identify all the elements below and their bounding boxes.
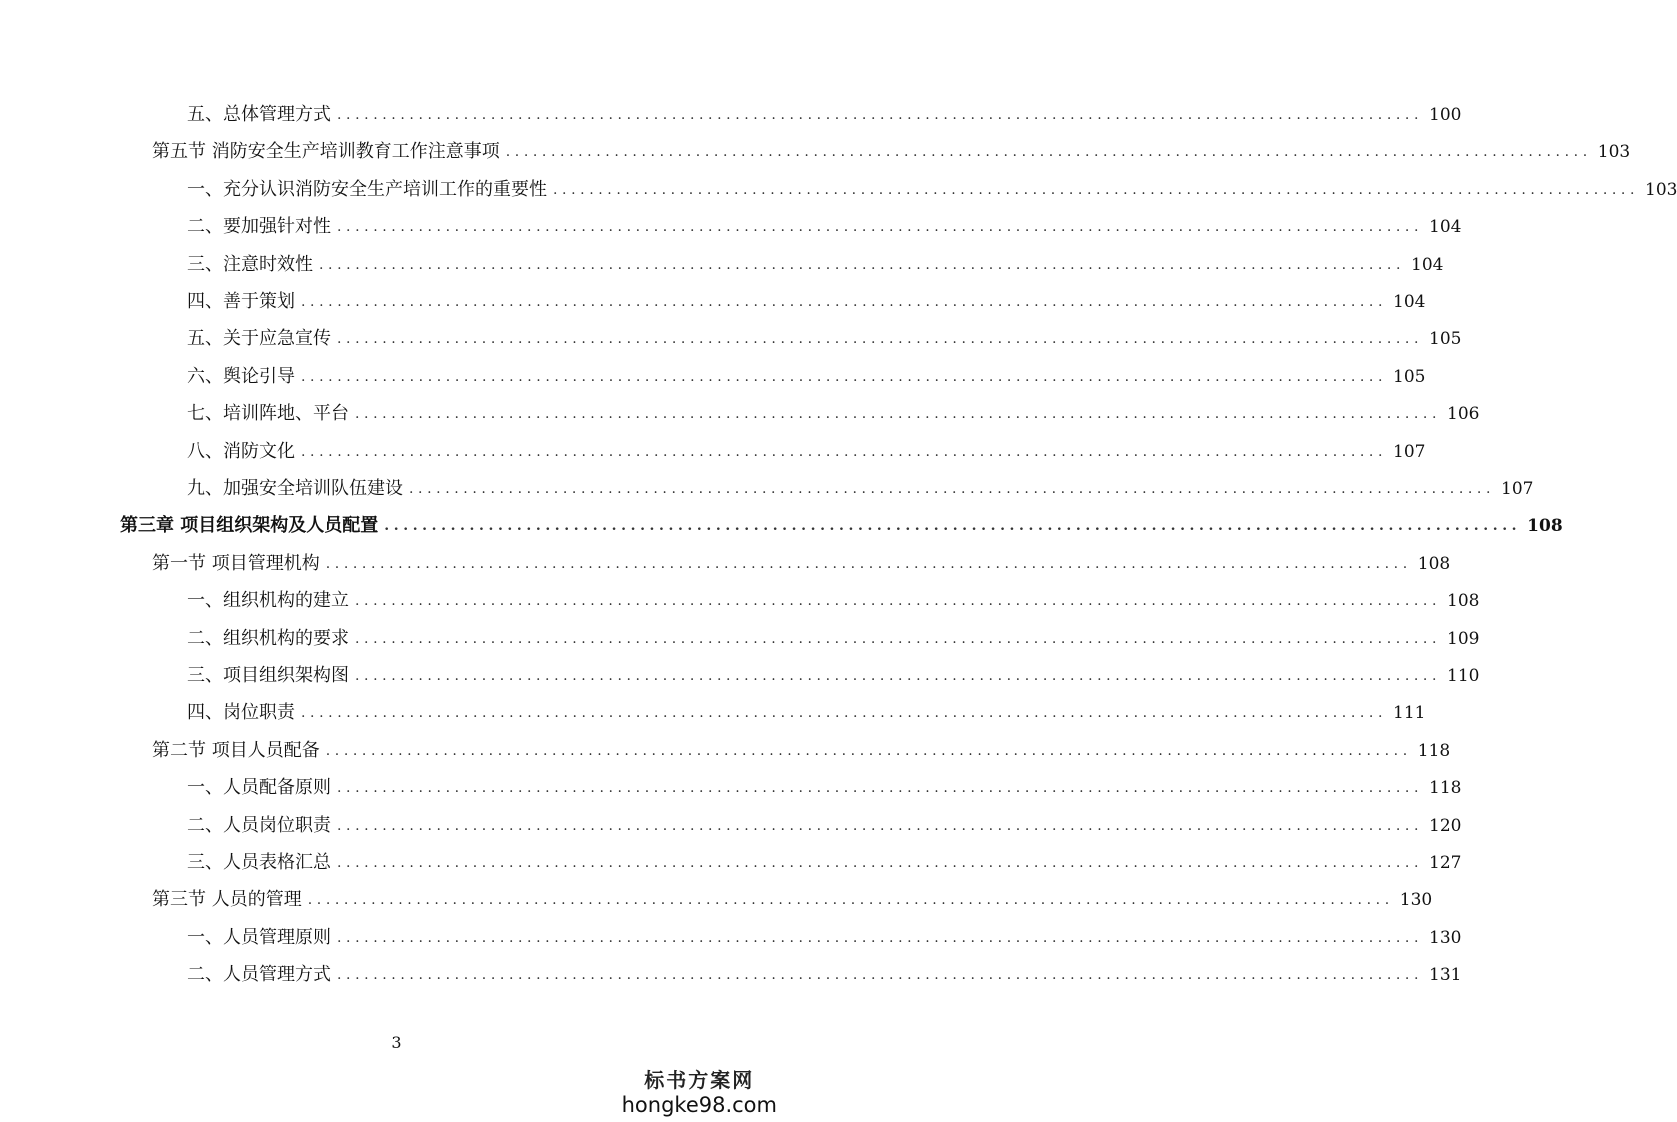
toc-entry-title: 一、人员管理原则	[187, 926, 331, 948]
toc-entry[interactable]	[152, 736, 1451, 766]
dot-leader: ........................................................................................................................	[337, 331, 1424, 348]
watermark-url: hongke98.com	[621, 1093, 777, 1117]
toc-entry[interactable]	[152, 549, 1451, 579]
toc-entry[interactable]	[187, 586, 1480, 616]
dot-leader: ........................................................................................................................	[337, 817, 1424, 834]
toc-entry-title: 二、组织机构的要求	[187, 627, 349, 649]
toc-entry-page: 118	[1417, 740, 1451, 761]
toc-entry[interactable]	[187, 175, 1677, 205]
toc-entry-page: 130	[1399, 890, 1433, 911]
toc-entry-page: 104	[1411, 254, 1444, 275]
dot-leader: ........................................................................................................................	[355, 668, 1442, 684]
toc-entry[interactable]	[187, 773, 1462, 803]
dot-leader: ........................................................................................................................	[505, 144, 1592, 161]
toc-entry-page: 104	[1429, 217, 1462, 238]
toc-entry[interactable]	[187, 661, 1480, 691]
dot-leader: ........................................................................................................................	[301, 443, 1388, 460]
toc-entry-title: 二、要加强针对性	[187, 216, 331, 238]
toc-entry-page: 104	[1393, 292, 1426, 312]
toc-entry-page: 109	[1447, 628, 1480, 649]
toc-entry-title: 三、项目组织架构图	[187, 665, 349, 686]
dot-leader: ........................................................................................................................	[384, 518, 1522, 535]
dot-leader: ........................................................................................................................	[301, 705, 1388, 722]
dot-leader: ........................................................................................................................	[337, 929, 1424, 946]
toc-entry-page: 111	[1393, 703, 1426, 724]
page-number: 3	[391, 1033, 402, 1052]
toc-entry-title: 第三节 人员的管理	[152, 889, 302, 911]
toc-entry-page: 110	[1447, 666, 1480, 686]
toc-entry-page: 108	[1417, 553, 1451, 574]
toc-entry-page: 100	[1429, 105, 1462, 125]
toc-entry-title: 第一节 项目管理机构	[152, 552, 320, 574]
toc-entry-title: 九、加强安全培训队伍建设	[187, 478, 403, 499]
toc-entry[interactable]	[187, 250, 1444, 280]
toc-entry-page: 103	[1597, 142, 1631, 163]
toc-entry[interactable]	[187, 287, 1426, 317]
toc-entry-title: 八、消防文化	[187, 440, 295, 462]
toc-entry-title: 七、培训阵地、平台	[187, 403, 349, 425]
dot-leader: ........................................................................................................................	[325, 555, 1412, 572]
toc-entry-page: 105	[1393, 366, 1426, 387]
toc-entry-page: 127	[1429, 853, 1462, 873]
toc-entry-title: 一、充分认识消防安全生产培训工作的重要性	[187, 178, 547, 200]
toc-entry-title: 四、岗位职责	[187, 702, 295, 724]
toc-entry[interactable]	[120, 511, 1563, 541]
toc-entry[interactable]	[187, 624, 1480, 654]
toc-entry[interactable]	[187, 437, 1426, 467]
toc-entry-title: 四、善于策划	[187, 291, 295, 312]
toc-entry-title: 二、人员管理方式	[187, 964, 331, 986]
toc-entry[interactable]	[187, 362, 1426, 392]
toc-entry[interactable]	[187, 324, 1462, 354]
toc-entry[interactable]	[187, 848, 1462, 878]
toc-entry[interactable]	[187, 399, 1480, 429]
toc-entry[interactable]	[187, 474, 1534, 504]
toc-entry-page: 108	[1447, 591, 1480, 612]
toc-entry[interactable]	[187, 923, 1462, 953]
dot-leader: ........................................................................................................................	[301, 368, 1388, 385]
toc-entry-title: 三、人员表格汇总	[187, 852, 331, 873]
toc-entry-page: 118	[1429, 778, 1462, 799]
dot-leader: ........................................................................................................................	[553, 181, 1640, 198]
toc-entry-title: 第五节 消防安全生产培训教育工作注意事项	[152, 141, 500, 163]
toc-entry[interactable]	[187, 100, 1462, 130]
dot-leader: ........................................................................................................................	[337, 219, 1424, 236]
toc-entry[interactable]	[187, 698, 1426, 728]
dot-leader: ........................................................................................................................	[325, 742, 1412, 759]
toc-entry-page: 105	[1429, 329, 1462, 350]
toc-entry-page: 103	[1645, 179, 1677, 200]
dot-leader: ........................................................................................................................	[307, 892, 1394, 909]
dot-leader: ........................................................................................................................	[409, 481, 1496, 497]
dot-leader: ........................................................................................................................	[319, 256, 1406, 273]
toc-entry-title: 一、组织机构的建立	[187, 590, 349, 612]
dot-leader: ........................................................................................................................	[337, 780, 1424, 797]
toc-entry-title: 五、关于应急宣传	[187, 328, 331, 350]
dot-leader: ........................................................................................................................	[355, 593, 1442, 610]
toc-entry-page: 131	[1429, 965, 1462, 986]
toc-entry-page: 107	[1393, 441, 1426, 462]
dot-leader: ........................................................................................................................	[337, 855, 1424, 871]
toc-entry[interactable]	[187, 212, 1462, 242]
toc-entry[interactable]	[187, 811, 1462, 841]
toc-entry-title: 三、注意时效性	[187, 253, 313, 275]
toc-entry-page: 106	[1447, 404, 1480, 425]
dot-leader: ........................................................................................................................	[337, 107, 1424, 123]
toc-entry-title: 二、人员岗位职责	[187, 814, 331, 836]
toc-entry[interactable]	[152, 885, 1433, 915]
toc-entry[interactable]	[187, 960, 1462, 990]
watermark-logo	[622, 1068, 777, 1118]
toc-entry-title: 六、舆论引导	[187, 365, 295, 387]
toc-entry-page: 130	[1429, 927, 1462, 948]
toc-entry-title: 一、人员配备原则	[187, 777, 331, 799]
toc-entry-title: 五、总体管理方式	[187, 104, 331, 125]
dot-leader: ........................................................................................................................	[355, 630, 1442, 647]
toc-entry-page: 108	[1527, 516, 1563, 537]
toc-entry[interactable]	[152, 137, 1631, 167]
dot-leader: ........................................................................................................................	[301, 294, 1388, 310]
dot-leader: ........................................................................................................................	[337, 967, 1424, 984]
toc-entry-page: 107	[1501, 479, 1534, 499]
toc-entry-page: 120	[1429, 815, 1462, 836]
toc-entry-title: 第二节 项目人员配备	[152, 739, 320, 761]
toc-entry-title: 第三章 项目组织架构及人员配置	[120, 515, 379, 537]
dot-leader: ........................................................................................................................	[355, 406, 1442, 423]
watermark-name: 标书方案网	[644, 1068, 755, 1092]
